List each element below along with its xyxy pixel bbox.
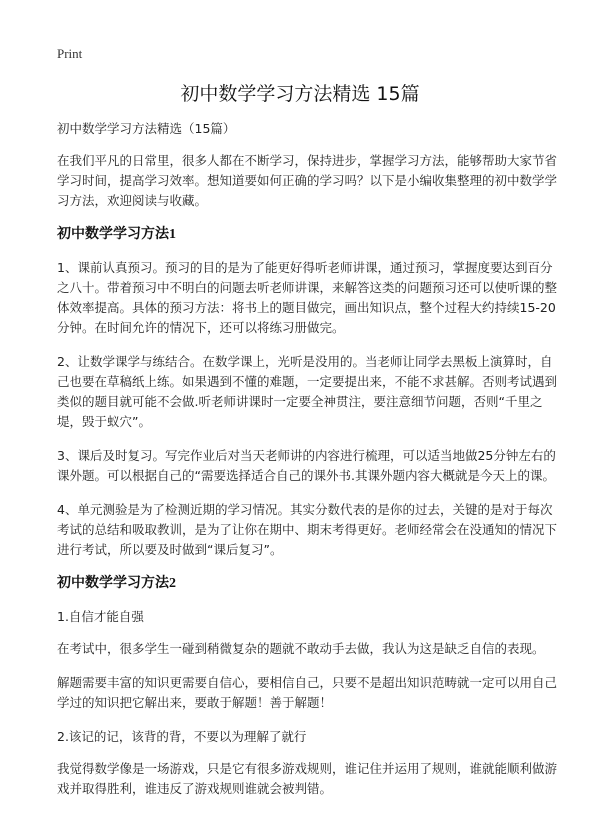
section1-paragraph-1: 1、课前认真预习。预习的目的是为了能更好得听老师讲课，通过预习，掌握度要达到百分之八十。带着预习中不明白的问题去听老师讲课，来解答这类的问题预习还可以使听课的整体效率提高。具体的预习方法：将书上的题目做完，画出知识点，整个过程大约持续15-20分钟。在时间允许的情况下，还可以将练习册做完。 — [57, 260, 558, 335]
print-link[interactable]: Print — [57, 46, 83, 61]
section2-point2-title: 2.该记的记，该背的背，不要以为理解了就行 — [57, 729, 307, 744]
article-subtitle: 初中数学学习方法精选（15篇） — [57, 121, 236, 136]
section1-paragraph-4: 4、单元测验是为了检测近期的学习情况。其实分数代表的是你的过去，关键的是对于每次考试的总结和吸取教训，是为了让你在期中、期末考得更好。老师经常会在没通知的情况下进行考试，所以要及时做到“课后复习”。 — [57, 502, 558, 557]
intro-paragraph: 在我们平凡的日常里，很多人都在不断学习，保持进步，掌握学习方法，能够帮助大家节省学习时间，提高学习效率。想知道要如何正确的学习吗？以下是小编收集整理的初中数学学习方法，欢迎阅读与收藏。 — [57, 153, 558, 208]
section-heading-1: 初中数学学习方法1 — [57, 227, 176, 242]
section-heading-2: 初中数学学习方法2 — [57, 576, 176, 591]
section1-paragraph-3: 3、课后及时复习。写完作业后对当天老师讲的内容进行梳理，可以适当地做25分钟左右的课外题。可以根据自己的“需要选择适合自己的课外书.其课外题内容大概就是今天上的课。 — [57, 448, 556, 483]
section2-point1-paragraph-2: 解题需要丰富的知识更需要自信心，要相信自己，只要不是超出知识范畴就一定可以用自己学过的知识把它解出来，要敢于解题！善于解题！ — [57, 675, 558, 710]
article-body — [57, 120, 564, 813]
section1-paragraph-2: 2、让数学课学与练结合。在数学课上，光听是没用的。当老师让同学去黑板上演算时，自己也要在草稿纸上练。如果遇到不懂的难题，一定要提出来，不能不求甚解。否则考试遇到类似的题目就可能不会做.听老师讲课时一定要全神贯注，要注意细节问题，否则“千里之堤，毁于蚁穴”。 — [57, 354, 558, 429]
section2-point1-paragraph-1: 在考试中，很多学生一碰到稍微复杂的题就不敢动手去做，我认为这是缺乏自信的表现。 — [57, 641, 545, 656]
section2-point1-title: 1.自信才能自强 — [57, 609, 144, 624]
page-title: 初中数学学习方法精选 15篇 — [180, 83, 420, 105]
section2-point2-paragraph-1: 我觉得数学像是一场游戏，只是它有很多游戏规则，谁记住并运用了规则，谁就能顺利做游戏并取得胜利，谁违反了游戏规则谁就会被判错。 — [57, 761, 558, 796]
